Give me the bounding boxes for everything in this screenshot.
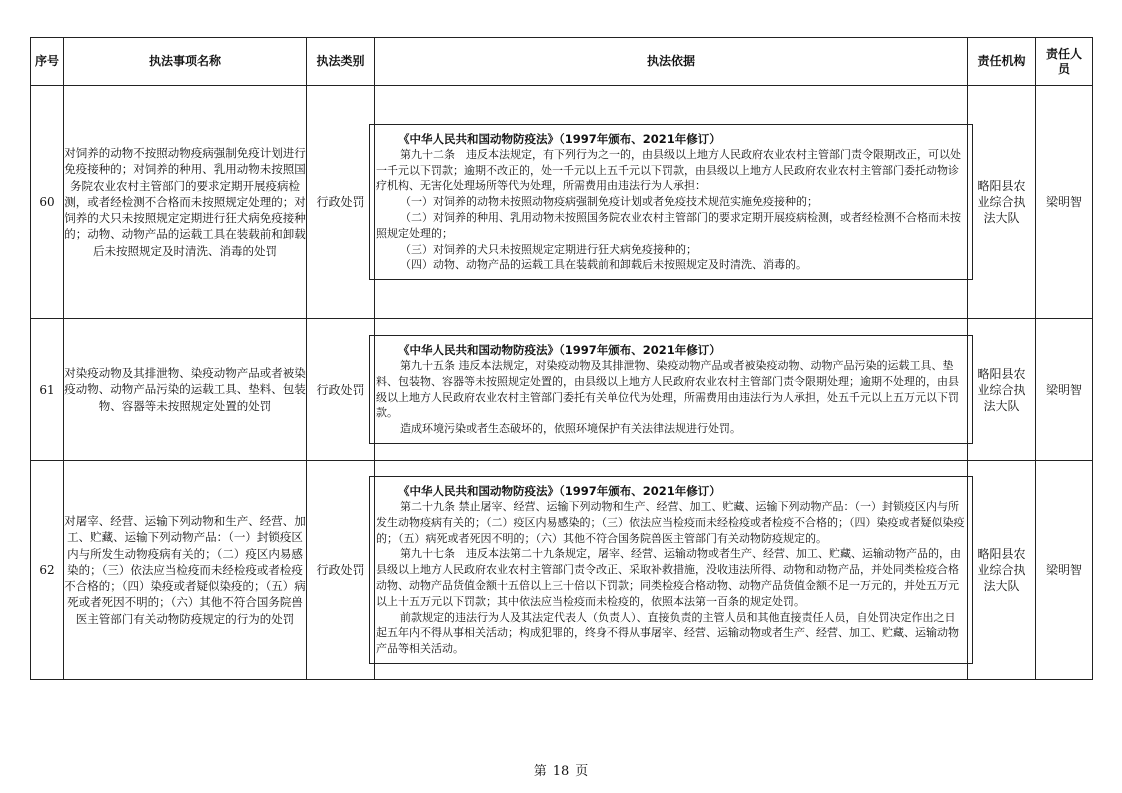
table-row: [31, 319, 1093, 461]
page-footer: [0, 760, 1122, 779]
header-item: 执法事项名称: [64, 38, 307, 86]
enforcement-table: [30, 37, 1093, 680]
law-title: 《中华人民共和国动物防疫法》（1997年颁布、2021年修订）: [398, 484, 721, 499]
basis-paragraph: 造成环境污染或者生态破坏的，依照环境保护有关法律法规进行处罚。: [400, 422, 741, 436]
basis-paragraph: 第九十七条 违反本法第二十九条规定，屠宰、经营、运输动物或者生产、经营、加工、贮藏、运输动物产品的，由县级以上地方人民政府农业农村主管部门责令改正、采取补救措施，没收违法所得、动物和动物产品，并处同类检疫合格动物、动物产品货值金额十五倍以上三十倍以下罚款；同类检疫合格动物、动物产品货值金额不足一万元的，并处五万元以上十五万元以下罚款；其中依法应当检疫而未检疫的，依照本法第一百条的规定处罚。: [376, 547, 961, 608]
basis-paragraph: （一）对饲养的动物未按照动物疫病强制免疫计划或者免疫技术规范实施免疫接种的；: [400, 195, 818, 209]
header-seq: 序号: [31, 38, 64, 86]
cell-agency: 略阳县农业综合执法大队: [968, 461, 1036, 680]
header-type: 执法类别: [307, 38, 375, 86]
cell-type: 行政处罚: [307, 86, 375, 319]
page-suffix: 页: [575, 764, 589, 779]
cell-item: 对屠宰、经营、运输下列动物和生产、经营、加工、贮藏、运输下列动物产品：（一）封锁疫区内与所发生动物疫病有关的；（二）疫区内易感染的；（三）依法应当检疫而未经检疫或者检疫不合格的；（四）染疫或者疑似染疫的；（五）病死或者死因不明的；（六）其他不符合国务院兽医主管部门有关动物防疫规定的行为的处罚: [64, 461, 307, 680]
cell-type: 行政处罚: [307, 461, 375, 680]
law-title: 《中华人民共和国动物防疫法》（1997年颁布、2021年修订）: [398, 343, 721, 357]
header-person: 责任人员: [1036, 38, 1093, 86]
basis-paragraph: （四）动物、动物产品的运载工具在装载前和卸载后未按照规定及时清洗、消毒的。: [400, 258, 807, 272]
basis-paragraph: 第九十二条 违反本法规定，有下列行为之一的，由县级以上地方人民政府农业农村主管部门责令限期改正，可以处一千元以下罚款；逾期不改正的，处一千元以上五千元以下罚款，由县级以上地方人民政府农业农村主管部门委托动物诊疗机构、无害化处理场所等代为处理，所需费用由违法行为人承担：: [376, 147, 961, 193]
page-number: 18: [552, 764, 570, 779]
page-prefix: 第: [533, 764, 547, 779]
basis-box: [369, 335, 973, 444]
cell-basis: [375, 461, 968, 680]
basis-paragraph: 前款规定的违法行为人及其法定代表人（负责人）、直接负责的主管人员和其他直接责任人员，自处罚决定作出之日起五年内不得从事相关活动；构成犯罪的，终身不得从事屠宰、经营、运输动物或者生产、经营、加工、贮藏、运输动物产品等相关活动。: [376, 610, 959, 656]
cell-item: 对饲养的动物不按照动物疫病强制免疫计划进行免疫接种的；对饲养的种用、乳用动物未按照国务院农业农村主管部门的要求定期开展疫病检测，或者经检测不合格而未按照规定处理的；对饲养的犬只未按照规定定期进行狂犬病免疫接种的；动物、动物产品的运载工具在装载前和卸载后未按照规定及时清洗、消毒的处罚: [64, 86, 307, 319]
header-basis: 执法依据: [375, 38, 968, 86]
cell-seq: 62: [31, 461, 64, 680]
cell-person: 梁明智: [1036, 319, 1093, 461]
table-row: [31, 461, 1093, 680]
cell-basis: [375, 319, 968, 461]
cell-person: 梁明智: [1036, 86, 1093, 319]
cell-seq: 60: [31, 86, 64, 319]
cell-type: 行政处罚: [307, 319, 375, 461]
basis-box: [369, 476, 973, 664]
basis-paragraph: 第二十九条 禁止屠宰、经营、运输下列动物和生产、经营、加工、贮藏、运输下列动物产品：（一）封锁疫区内与所发生动物疫病有关的；（二）疫区内易感染的；（三）依法应当检疫而未经检疫或者检疫不合格的；（四）染疫或者疑似染疫的；（五）病死或者死因不明的；（六）其他不符合国务院兽医主管部门有关动物防疫规定的。: [376, 500, 965, 545]
cell-basis: [375, 86, 968, 319]
cell-agency: 略阳县农业综合执法大队: [968, 319, 1036, 461]
basis-paragraph: （三）对饲养的犬只未按照规定定期进行狂犬病免疫接种的；: [400, 242, 697, 256]
table-row: [31, 86, 1093, 319]
basis-paragraph: 第九十五条 违反本法规定，对染疫动物及其排泄物、染疫动物产品或者被染疫动物、动物产品污染的运载工具、垫料、包装物、容器等未按照规定处置的，由县级以上地方人民政府农业农村主管部门责令限期处理；逾期不处理的，由县级以上地方人民政府农业农村主管部门委托有关单位代为处理，所需费用由违法行为人承担，处五千元以上五万元以下罚款。: [376, 359, 959, 420]
cell-person: 梁明智: [1036, 461, 1093, 680]
cell-item: 对染疫动物及其排泄物、染疫动物产品或者被染疫动物、动物产品污染的运载工具、垫料、包装物、容器等未按照规定处置的处罚: [64, 319, 307, 461]
cell-agency: 略阳县农业综合执法大队: [968, 86, 1036, 319]
table-header-row: [31, 38, 1093, 86]
header-agency: 责任机构: [968, 38, 1036, 86]
law-title: 《中华人民共和国动物防疫法》（1997年颁布、2021年修订）: [398, 131, 721, 146]
basis-box: [369, 124, 973, 280]
basis-paragraph: （二）对饲养的种用、乳用动物未按照国务院农业农村主管部门的要求定期开展疫病检测，或者经检测不合格而未按照规定处理的；: [376, 211, 961, 240]
cell-seq: 61: [31, 319, 64, 461]
